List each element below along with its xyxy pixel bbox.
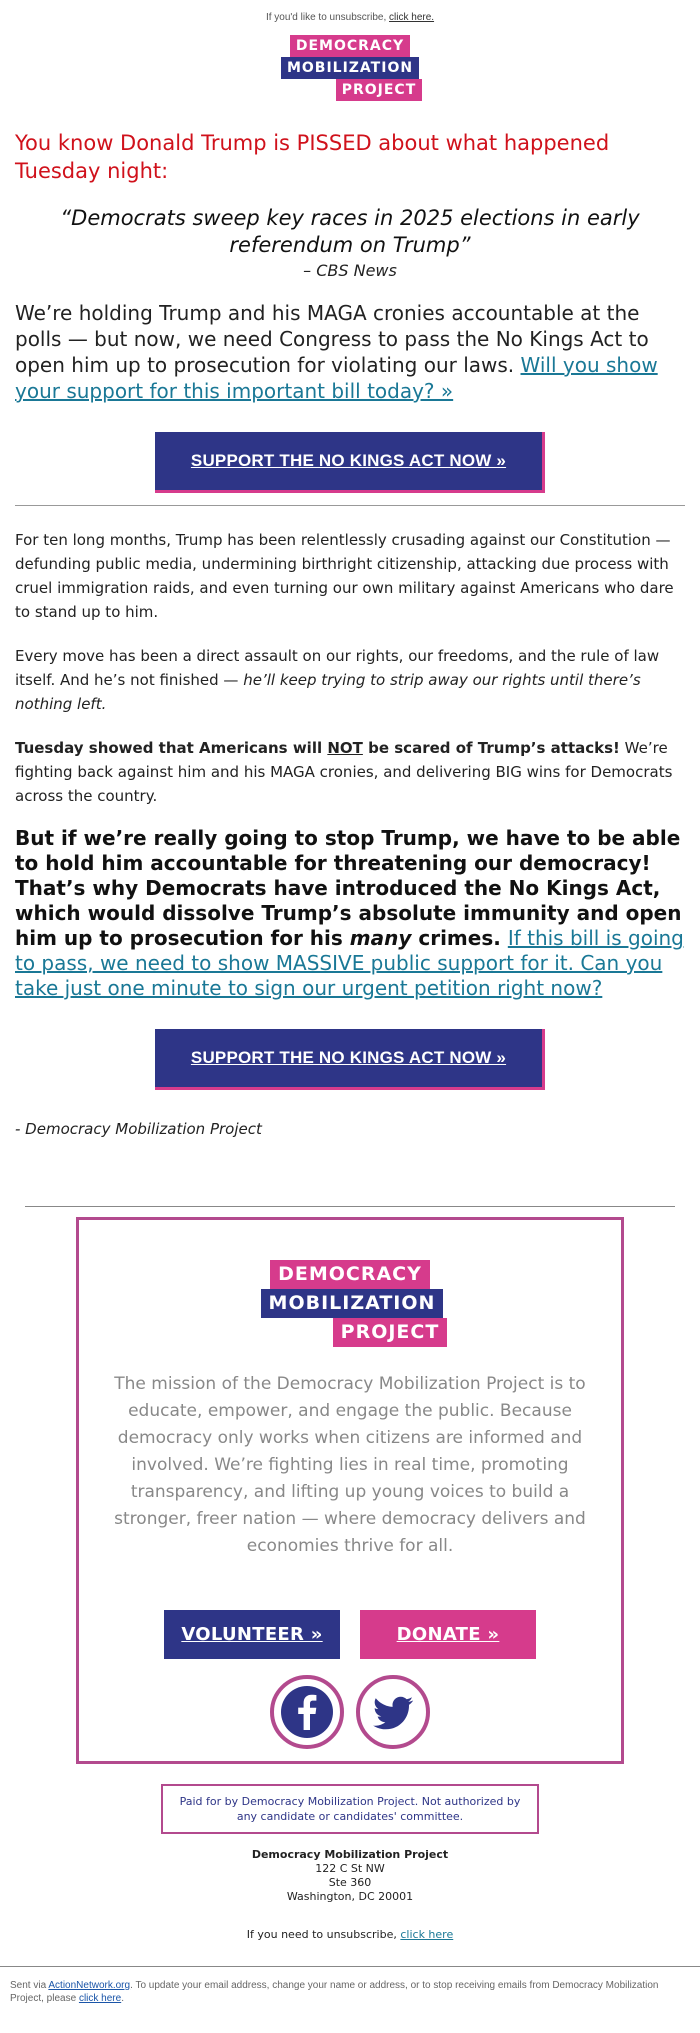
signature: - Democracy Mobilization Project (15, 1120, 262, 1138)
address-street: 122 C St NW (315, 1862, 385, 1875)
bottom-unsubscribe-text: If you need to unsubscribe, (246, 1928, 397, 1941)
logo-line-democracy: DEMOCRACY (290, 35, 410, 57)
action-network-footer: Sent via ActionNetwork.org. To update your email address, change your name or address, or to stop receiving emails from Democracy Mobilization Project, please click here. (0, 1966, 700, 2005)
logo-line-mobilization: MOBILIZATION (261, 1289, 444, 1318)
top-unsubscribe-line (0, 0, 700, 23)
support-no-kings-button[interactable]: SUPPORT THE NO KINGS ACT NOW » (155, 432, 545, 493)
paragraph-no-kings-act: But if we’re really going to stop Trump, we have to be able to hold him accountable for threatening our democracy! That’s why Democrats have introduced the No Kings Act, which would dissolve Trump’s absolute immunity and open him up to prosecution for his many crimes. If this bill is going to pass, we need to show MASSIVE public support for it. Can you take just one minute to sign our urgent petition right now? (15, 826, 684, 1000)
mission-logo (248, 1260, 453, 1347)
quote-source: – CBS News (303, 261, 397, 280)
donate-button[interactable]: DONATE » (360, 1610, 536, 1659)
volunteer-button[interactable]: VOLUNTEER » (164, 1610, 340, 1659)
support-no-kings-button-2[interactable]: SUPPORT THE NO KINGS ACT NOW » (155, 1029, 545, 1090)
logo-line-mobilization: MOBILIZATION (281, 57, 419, 79)
mailing-address (0, 1848, 700, 1904)
header-logo[interactable] (275, 35, 425, 101)
bottom-unsubscribe-link[interactable]: click here (400, 1928, 454, 1941)
assault-emphasis: he’ll keep trying to strip away our rights until there’s nothing left. (15, 671, 641, 713)
not-underlined: NOT (327, 739, 363, 757)
paragraph-ten-months: For ten long months, Trump has been relentlessly crusading against our Constitution — defunding public media, undermining birthright citizenship, attacking due process with cruel immigration raids, and even turning our own military against Americans who dare to stand up to him. (15, 531, 674, 621)
address-city: Washington, DC 20001 (286, 1890, 414, 1903)
social-links (109, 1675, 591, 1749)
twitter-icon[interactable] (356, 1675, 430, 1749)
address-suite: Ste 360 (328, 1876, 372, 1889)
news-quote: “Democrats sweep key races in 2025 elections in early referendum on Trump” (60, 206, 640, 257)
facebook-icon[interactable] (270, 1675, 344, 1749)
cta-wrapper-1 (15, 432, 685, 493)
paragraph-tuesday (15, 736, 685, 808)
bottom-unsubscribe-line (0, 1928, 700, 1941)
paragraph-assault (15, 644, 685, 716)
petition-link[interactable]: If this bill is going to pass, we need to show MASSIVE public support for it. Can you take just one minute to sign our urgent petition right now? (15, 926, 684, 1000)
logo-line-project: PROJECT (333, 1318, 448, 1347)
email-headline: You know Donald Trump is PISSED about what happened Tuesday night: (15, 131, 610, 183)
lead-support-link[interactable]: Will you show your support for this important bill today? » (15, 353, 658, 403)
update-preferences-link[interactable]: click here (78, 1993, 122, 2004)
cta-wrapper-2 (15, 1029, 685, 1090)
assault-text: Every move has been a direct assault on our rights, our freedoms, and the rule of law itself. And he’s not finished — (15, 647, 660, 689)
actionnetwork-link[interactable]: ActionNetwork.org (48, 1980, 131, 1991)
email-content (0, 129, 700, 1138)
paid-for-disclaimer: Paid for by Democracy Mobilization Project. Not authorized by any candidate or candidates' committee. (161, 1784, 539, 1834)
logo-line-democracy: DEMOCRACY (270, 1260, 430, 1289)
mission-statement: The mission of the Democracy Mobilization Project is to educate, empower, and engage the public. Because democracy only works when citizens are informed and involved. We’re fighting lies in real time, promoting transparency, and lifting up young voices to build a stronger, freer nation — where democracy delivers and economies thrive for all. (114, 1374, 586, 1556)
divider (15, 505, 685, 506)
footer-divider (25, 1206, 675, 1207)
top-unsubscribe-text: If you'd like to unsubscribe, (265, 12, 387, 23)
lead-text: We’re holding Trump and his MAGA cronies accountable at the polls — but now, we need Congress to pass the No Kings Act to open him up to prosecution for violating our laws. (15, 301, 649, 377)
lead-paragraph (15, 300, 685, 404)
logo-line-project: PROJECT (336, 79, 423, 101)
tuesday-strong: Tuesday showed that Americans will NOT be scared of Trump’s attacks! (15, 739, 620, 757)
tuesday-text: We’re fighting back against him and his MAGA cronies, and delivering BIG wins for Democrats across the country. (15, 739, 673, 805)
address-org: Democracy Mobilization Project (251, 1848, 449, 1861)
many-emphasis: many (349, 926, 412, 950)
mission-box (76, 1217, 624, 1764)
top-unsubscribe-link[interactable]: click here. (389, 12, 435, 23)
action-buttons (109, 1610, 591, 1659)
